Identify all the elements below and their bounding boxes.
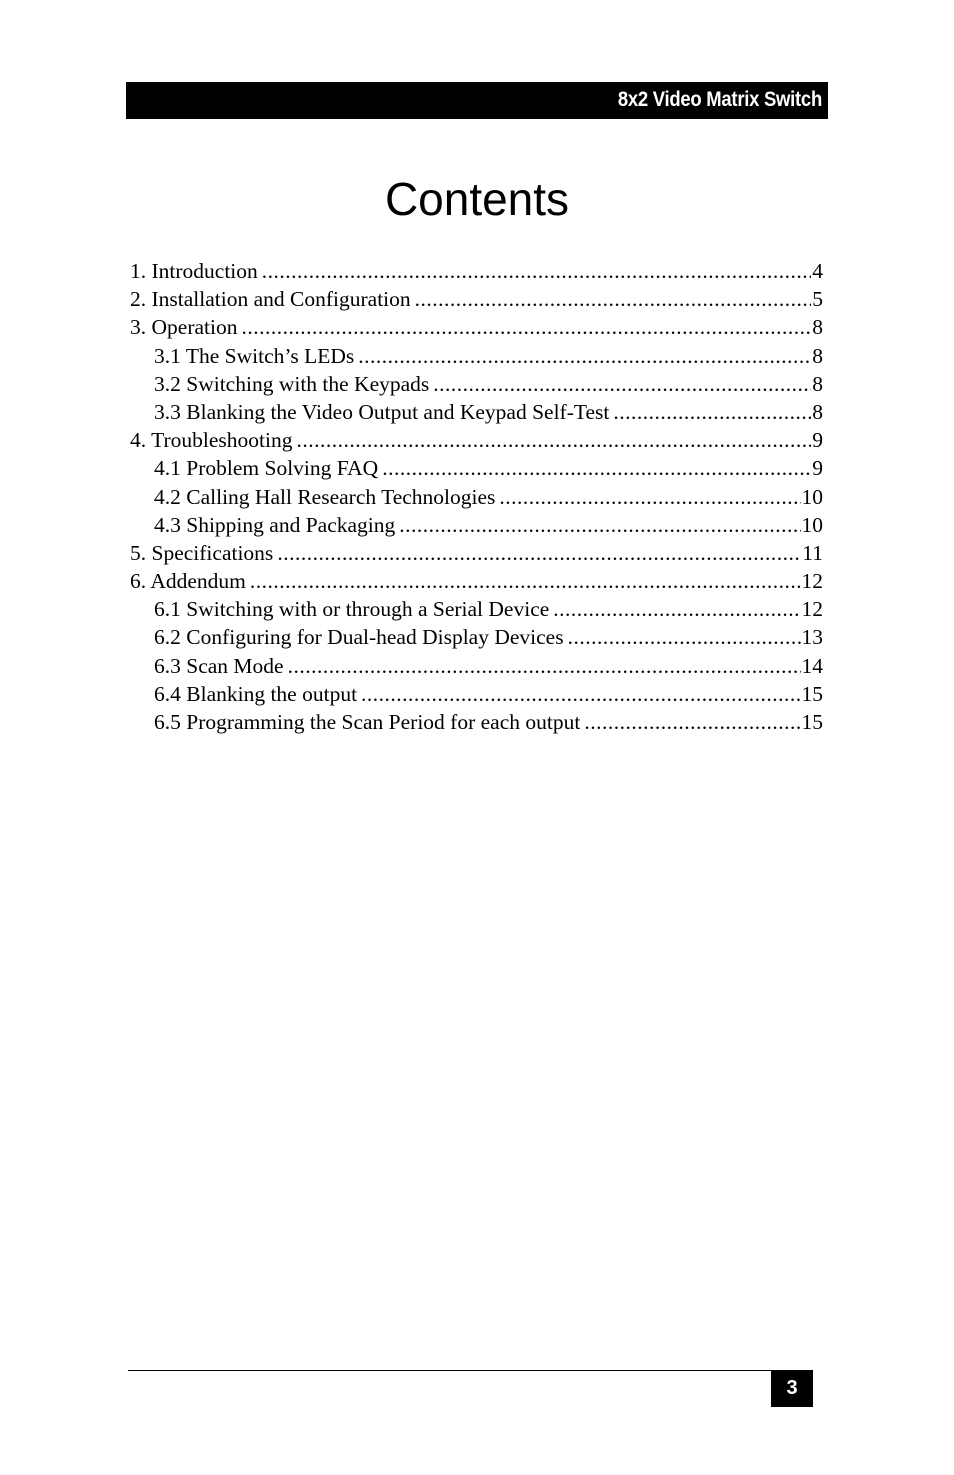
toc-entry[interactable] [130, 511, 823, 539]
toc-entry-label: 1. Introduction [130, 259, 258, 283]
toc-entry[interactable] [130, 454, 823, 482]
toc-entry-page-number: 12 [801, 597, 823, 622]
toc-dot-leader [399, 511, 800, 539]
toc-dot-leader [358, 342, 811, 370]
toc-entry-page-number: 15 [801, 710, 823, 734]
toc-dot-leader [382, 454, 811, 482]
toc-dot-leader [613, 398, 811, 426]
toc-entry-page-number: 14 [801, 653, 823, 678]
toc-dot-leader [262, 257, 811, 285]
toc-entry-label: 3.2 Switching with the Keypads [154, 371, 430, 396]
toc-entry[interactable] [130, 426, 823, 454]
toc-entry-label: 3.3 Blanking the Video Output and Keypad Self-Test [154, 399, 610, 424]
toc-entry-label: 3.1 The Switch’s LEDs [154, 343, 355, 368]
toc-entry[interactable] [130, 285, 823, 313]
page-title: Contents [384, 173, 570, 225]
toc-entry[interactable] [130, 483, 823, 511]
toc-entry-page-number: 4 [812, 259, 823, 283]
toc-entry-label: 6.1 Switching with or through a Serial Device [154, 597, 550, 622]
toc-entry[interactable] [130, 257, 823, 285]
toc-entry-page-number: 8 [812, 399, 823, 424]
toc-entry-page-number: 10 [801, 512, 823, 537]
toc-entry[interactable] [130, 652, 823, 680]
running-header [126, 82, 828, 119]
toc-entry-page-number: 13 [801, 625, 823, 650]
toc-dot-leader [250, 567, 801, 595]
toc-entry-page-number: 11 [802, 540, 823, 565]
toc-entry-label: 4.2 Calling Hall Research Technologies [154, 484, 496, 509]
running-header-title: 8x2 Video Matrix Switch [617, 88, 822, 111]
toc-entry-page-number: 9 [812, 428, 823, 453]
toc-entry[interactable] [130, 595, 823, 623]
toc-entry-label: 6.3 Scan Mode [154, 653, 284, 678]
toc-entry-label: 6.5 Programming the Scan Period for each output [154, 710, 581, 734]
toc-entry[interactable] [130, 567, 823, 595]
toc-entry[interactable] [130, 623, 823, 651]
toc-entry[interactable] [130, 370, 823, 398]
toc-entry-label: 6.2 Configuring for Dual-head Display Devices [154, 625, 564, 650]
toc-entry-page-number: 15 [801, 681, 823, 706]
toc-entry-page-number: 10 [801, 484, 823, 509]
toc-entry-label: 4.1 Problem Solving FAQ [154, 456, 379, 481]
toc-entry-label: 4.3 Shipping and Packaging [154, 512, 396, 537]
toc-entry-label: 4. Troubleshooting [130, 428, 293, 453]
toc-dot-leader [296, 426, 811, 454]
table-of-contents [130, 257, 823, 736]
toc-entry-page-number: 5 [812, 287, 823, 312]
toc-dot-leader [288, 652, 801, 680]
toc-dot-leader [584, 708, 800, 736]
toc-entry-page-number: 9 [812, 456, 823, 481]
toc-entry-page-number: 8 [812, 315, 823, 340]
toc-entry-page-number: 8 [812, 343, 823, 368]
toc-entry[interactable] [130, 539, 823, 567]
toc-entry[interactable] [130, 313, 823, 341]
toc-dot-leader [553, 595, 800, 623]
toc-dot-leader [277, 539, 801, 567]
page-number: 3 [771, 1370, 813, 1407]
toc-entry-label: 5. Specifications [130, 540, 274, 565]
toc-entry-page-number: 8 [812, 371, 823, 396]
toc-dot-leader [433, 370, 811, 398]
toc-entry[interactable] [130, 342, 823, 370]
footer-rule [128, 1370, 771, 1371]
toc-dot-leader [415, 285, 812, 313]
toc-entry-label: 2. Installation and Configuration [130, 287, 411, 312]
toc-entry[interactable] [130, 708, 823, 736]
toc-entry[interactable] [130, 680, 823, 708]
toc-entry-label: 6. Addendum [130, 569, 246, 594]
toc-entry[interactable] [130, 398, 823, 426]
toc-dot-leader [568, 623, 801, 651]
toc-dot-leader [499, 483, 800, 511]
toc-dot-leader [241, 313, 811, 341]
toc-dot-leader [361, 680, 800, 708]
toc-entry-page-number: 12 [801, 569, 823, 594]
toc-entry-label: 6.4 Blanking the output [154, 681, 358, 706]
toc-entry-label: 3. Operation [130, 315, 238, 340]
